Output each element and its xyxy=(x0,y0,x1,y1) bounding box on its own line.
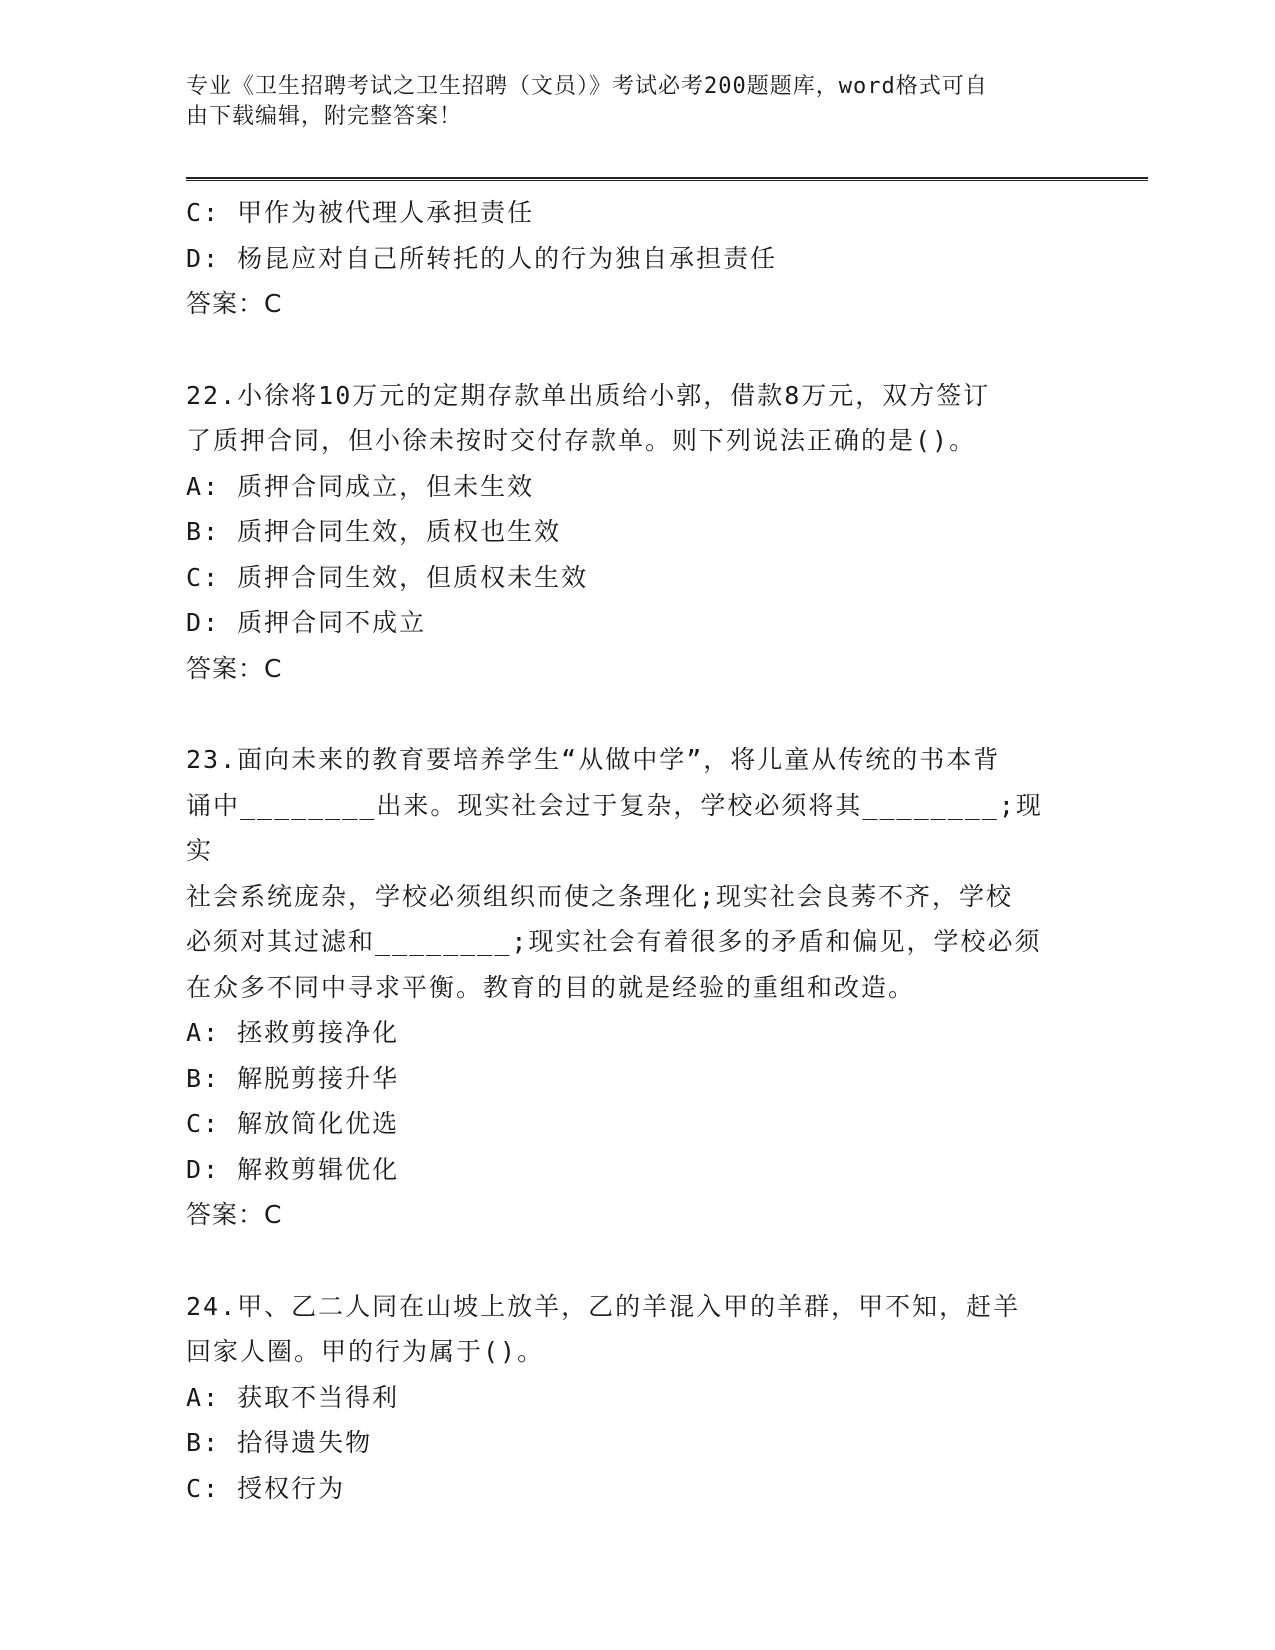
question-stem-line: 23.面向未来的教育要培养学生“从做中学”，将儿童从传统的书本背 xyxy=(186,745,1001,774)
question-21-tail xyxy=(186,190,1066,327)
option-a: A: 拯救剪接净化 xyxy=(186,1018,400,1047)
option-c: C: 甲作为被代理人承担责任 xyxy=(186,198,535,227)
option-a: A: 获取不当得利 xyxy=(186,1382,400,1412)
question-stem-line: 诵中________出来。现实社会过于复杂，学校必须将其________;现实 xyxy=(186,790,1043,865)
header-line-2: 由下载编辑，附完整答案！ xyxy=(186,104,463,129)
answer-line: 答案：C xyxy=(186,653,283,683)
question-stem-line: 必须对其过滤和________;现实社会有着很多的矛盾和偏见，学校必须 xyxy=(186,927,1042,956)
option-b: B: 拾得遗失物 xyxy=(186,1428,373,1457)
question-stem-line: 回家人圈。甲的行为属于()。 xyxy=(186,1337,545,1366)
option-c: C: 解放简化优选 xyxy=(186,1109,400,1138)
option-d: D: 解救剪辑优化 xyxy=(186,1154,400,1184)
question-24 xyxy=(186,1284,1066,1512)
option-d: D: 质押合同不成立 xyxy=(186,608,427,637)
question-23 xyxy=(186,737,1066,1238)
option-c: C: 质押合同生效，但质权未生效 xyxy=(186,562,589,592)
question-22 xyxy=(186,373,1066,692)
question-stem-line: 24.甲、乙二人同在山坡上放羊，乙的羊混入甲的羊群，甲不知，赶羊 xyxy=(186,1291,1021,1321)
answer-line: 答案：C xyxy=(186,289,283,318)
header-divider xyxy=(186,177,1148,181)
document-header xyxy=(186,72,1066,132)
question-stem-line: 了质押合同，但小徐未按时交付存款单。则下列说法正确的是()。 xyxy=(186,426,977,455)
question-stem-line: 22.小徐将10万元的定期存款单出质给小郭，借款8万元，双方签订 xyxy=(186,380,991,410)
answer-line: 答案：C xyxy=(186,1200,283,1229)
question-content xyxy=(186,190,1066,1511)
option-b: B: 质押合同生效，质权也生效 xyxy=(186,517,562,546)
question-stem-line: 在众多不同中寻求平衡。教育的目的就是经验的重组和改造。 xyxy=(186,972,916,1002)
option-b: B: 解脱剪接升华 xyxy=(186,1063,400,1093)
header-line-1: 专业《卫生招聘考试之卫生招聘（文员）》考试必考200题题库，word格式可自 xyxy=(186,74,988,99)
option-d: D: 杨昆应对自己所转托的人的行为独自承担责任 xyxy=(186,243,778,273)
option-c: C: 授权行为 xyxy=(186,1473,346,1503)
question-stem-line: 社会系统庞杂，学校必须组织而使之条理化;现实社会良莠不齐，学校 xyxy=(186,881,1014,911)
option-a: A: 质押合同成立，但未生效 xyxy=(186,471,535,501)
